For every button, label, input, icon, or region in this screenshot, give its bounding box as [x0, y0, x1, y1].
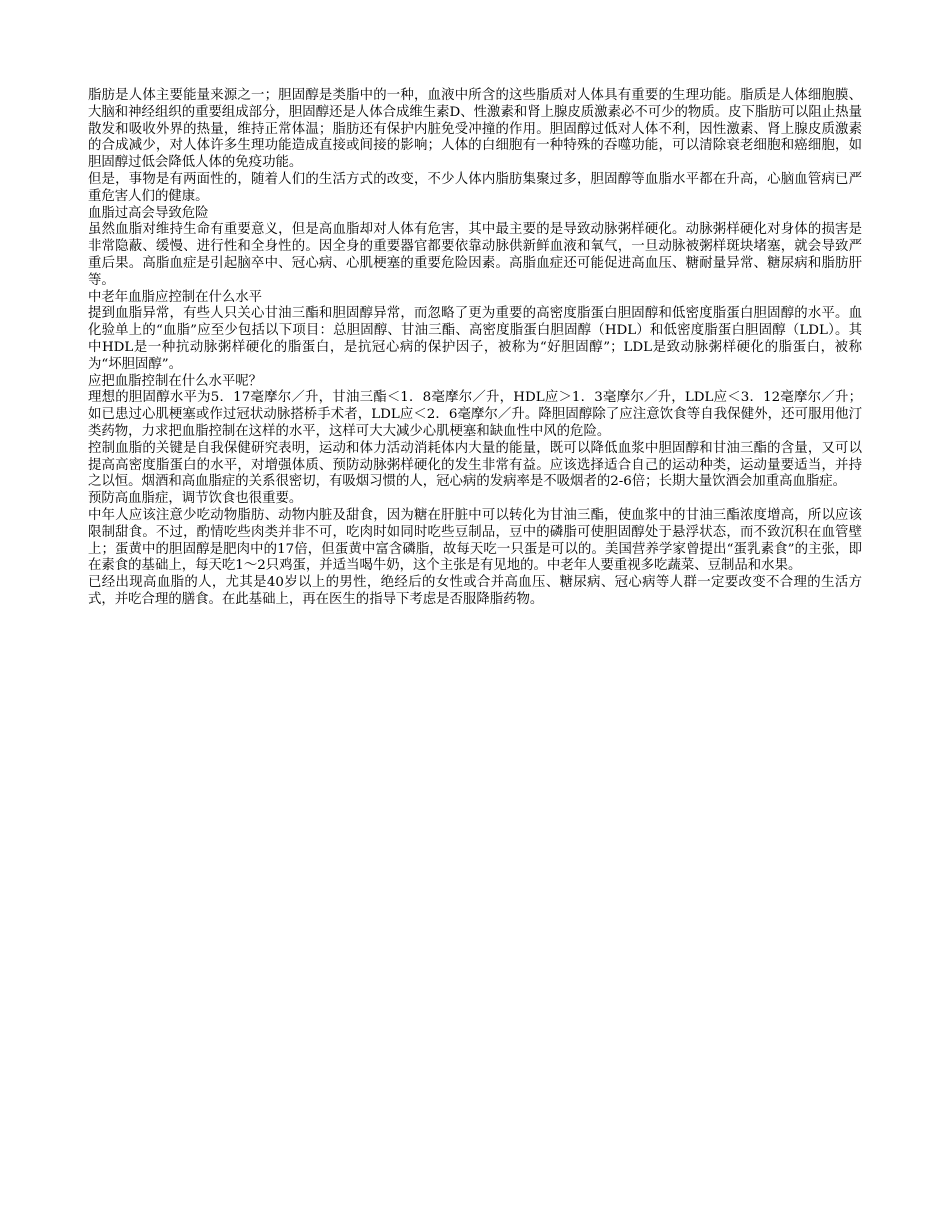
paragraph-hdl-ldl: 提到血脂异常，有些人只关心甘油三酯和胆固醇异常，而忽略了更为重要的高密度脂蛋白胆固醇和低密度脂蛋白胆固醇的水平。血化验单上的“血脂”应至少包括以下项目：总胆固醇、甘油三酯、高密度脂蛋白胆固醇（HDL）和低密度脂蛋白胆固醇（LDL）。其中HDL是一种抗动脉粥样硬化的脂蛋白，是抗冠心病的保护因子，被称为“好胆固醇”；LDL是致动脉粥样硬化的脂蛋白，被称为“坏胆固醇”。 — [88, 306, 862, 372]
heading-high-lipid-danger: 血脂过高会导致危险 — [88, 205, 209, 221]
paragraph-atherosclerosis: 虽然血脂对维持生命有重要意义，但是高血脂却对人体有危害，其中最主要的是导致动脉粥样硬化。动脉粥样硬化对身体的损害是非常隐蔽、缓慢、进行性和全身性的。因全身的重要器官都要依靠动脉供新鲜血液和氧气，一旦动脉被粥样斑块堵塞，就会导致严重后果。高脂血症是引起脑卒中、冠心病、心肌梗塞的重要危险因素。高脂血症还可能促进高血压、糖耐量异常、糖尿病和脂肪肝等。 — [88, 222, 862, 288]
paragraph-at-risk-groups: 已经出现高血脂的人，尤其是40岁以上的男性，绝经后的女性或合并高血压、糖尿病、冠心病等人群一定要改变不合理的生活方式，并吃合理的膳食。在此基础上，再在医生的指导下考虑是否服降脂药物。 — [88, 575, 862, 607]
heading-target-level-question: 应把血脂控制在什么水平呢？ — [88, 373, 263, 389]
document-body — [88, 88, 862, 609]
paragraph-diet-advice: 中年人应该注意少吃动物脂肪、动物内脏及甜食，因为糖在肝脏中可以转化为甘油三酯，使血浆中的甘油三酯浓度增高，所以应该限制甜食。不过，酌情吃些肉类并非不可，吃肉时如同时吃些豆制品，豆中的磷脂可使胆固醇处于悬浮状态，而不致沉积在血管壁上；蛋黄中的胆固醇是肥肉中的17倍，但蛋黄中富含磷脂，故每天吃一只蛋是可以的。美国营养学家曾提出“蛋乳素食”的主张，即在素食的基础上，每天吃1～2只鸡蛋，并适当喝牛奶，这个主张是有见地的。中老年人要重视多吃蔬菜、豆制品和水果。 — [88, 507, 862, 574]
heading-lipid-control-level: 中老年血脂应控制在什么水平 — [88, 289, 263, 305]
paragraph-ideal-levels: 理想的胆固醇水平为5．17毫摩尔／升，甘油三酯＜1．8毫摩尔／升，HDL应＞1．3毫摩尔／升，LDL应＜3．12毫摩尔／升；如已患过心肌梗塞或作过冠状动脉搭桥手术者，LDL应＜2．6毫摩尔／升。降胆固醇除了应注意饮食等自我保健外，还可服用他汀类药物，力求把血脂控制在这样的水平，这样可大大减少心肌梗塞和缺血性中风的危险。 — [88, 390, 862, 439]
paragraph-lipid-functions: 脂肪是人体主要能量来源之一；胆固醇是类脂中的一种，血液中所含的这些脂质对人体具有重要的生理功能。脂质是人体细胞膜、大脑和神经组织的重要组成部分，胆固醇还是人体合成维生素D、性激素和肾上腺皮质激素必不可少的物质。皮下脂肪可以阻止热量散发和吸收外界的热量，维持正常体温；脂肪还有保护内脏免受冲撞的作用。胆固醇过低对人体不利，因性激素、肾上腺皮质激素的合成减少，对人体许多生理功能造成直接或间接的影响；人体的白细胞有一种特殊的吞噬功能，可以清除衰老细胞和癌细胞，如胆固醇过低会降低人体的免疫功能。 — [88, 88, 862, 171]
paragraph-self-care: 控制血脂的关键是自我保健研究表明，运动和体力活动消耗体内大量的能量，既可以降低血浆中胆固醇和甘油三酯的含量，又可以提高高密度脂蛋白的水平，对增强体质、预防动脉粥样硬化的发生非常有益。应该选择适合自己的运动种类，运动量要适当，并持之以恒。烟酒和高血脂症的关系很密切，有吸烟习惯的人，冠心病的发病率是不吸烟者的2-6倍；长期大量饮酒会加重高血脂症。 — [88, 440, 862, 490]
paragraph-lifestyle-change: 但是，事物是有两面性的，随着人们的生活方式的改变，不少人体内脂肪集聚过多，胆固醇等血脂水平都在升高，心脑血管病已严重危害人们的健康。 — [88, 171, 862, 204]
paragraph-diet-importance: 预防高血脂症，调节饮食也很重要。 — [88, 491, 303, 507]
